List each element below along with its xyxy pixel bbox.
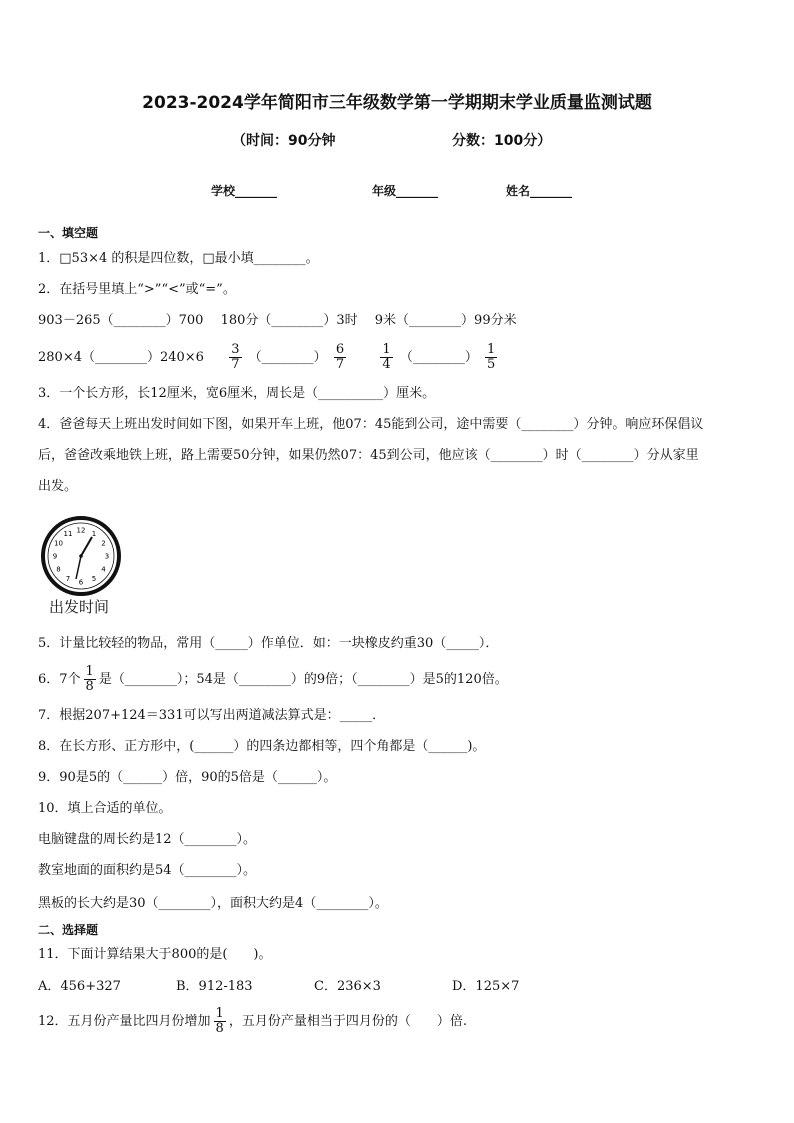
question-2: 2．在括号里填上“>”“<”或“=”。 bbox=[38, 282, 236, 297]
exam-time: （时间：90分钟 bbox=[232, 133, 336, 149]
compare-c: （________） bbox=[399, 350, 478, 365]
question-2-row-1: 903－265（________）700 180分（________）3时 9米（________）99分米 bbox=[38, 313, 517, 328]
school-field: 学校_______ bbox=[211, 184, 278, 198]
clock-numeral: 1 bbox=[91, 530, 97, 538]
fraction-1-8: $\frac{1}{8}$ bbox=[85, 664, 94, 694]
fraction-1-5: $\frac{1}{5}$ bbox=[486, 342, 496, 372]
compare-a: 280×4（________）240×6 bbox=[38, 350, 204, 365]
question-7: 7．根据207+124＝331可以写出两道减法算式是：_____． bbox=[38, 708, 386, 723]
question-3: 3．一个长方形，长12厘米，宽6厘米，周长是（__________）厘米。 bbox=[38, 386, 436, 401]
page-title: 2023-2024学年简阳市三年级数学第一学期期末学业质量监测试题 bbox=[142, 93, 652, 113]
fraction-3-7: $\frac{3}{7}$ bbox=[231, 342, 240, 372]
grade-field: 年级_______ bbox=[372, 184, 439, 198]
clock-numeral: 2 bbox=[101, 539, 106, 548]
question-4-line-3: 出发。 bbox=[38, 479, 78, 494]
fraction-1-8-b: $\frac{1}{8}$ bbox=[215, 1006, 224, 1036]
clock-numeral: 3 bbox=[104, 552, 110, 561]
question-11: 11．下面计算结果大于800的是( )。 bbox=[38, 947, 272, 962]
exam-score: 分数：100分） bbox=[452, 133, 552, 149]
clock-numeral: 7 bbox=[65, 575, 71, 583]
question-10-c: 黑板的长大约是30（________），面积大约是4（________）。 bbox=[38, 896, 388, 911]
clock-numeral: 9 bbox=[52, 552, 58, 561]
section-choice-heading: 二、选择题 bbox=[38, 923, 99, 937]
question-8: 8．在长方形、正方形中，(______）的四条边都相等，四个角都是（______)。 bbox=[38, 739, 486, 754]
option-a: A．456+327 bbox=[38, 979, 121, 994]
clock-label: 出发时间 bbox=[49, 598, 110, 616]
clock-numeral: 12 bbox=[76, 526, 86, 535]
question-9: 9．90是5的（______）倍，90的5倍是（______）。 bbox=[38, 770, 337, 785]
question-6: 6．7个 $\frac{1}{8}$ 是（________）；54是（________）的9倍；（________）是5的120倍。 bbox=[38, 664, 508, 694]
question-4-line-1: 4．爸爸每天上班出发时间如下图，如果开车上班，他07：45能到公司，途中需要（________）分钟。响应环保倡议 bbox=[38, 417, 704, 432]
option-b: B．912-183 bbox=[176, 979, 253, 994]
question-5: 5．计量比较轻的物品，常用（_____）作单位．如：一块橡皮约重30（_____）． bbox=[38, 636, 499, 651]
question-10-a: 电脑键盘的周长约是12（________）。 bbox=[38, 832, 257, 847]
section-fill-heading: 一、填空题 bbox=[38, 226, 99, 240]
departure-clock bbox=[40, 515, 122, 597]
question-10: 10．填上合适的单位。 bbox=[38, 801, 172, 816]
clock-numeral: 8 bbox=[56, 565, 61, 574]
clock-center bbox=[79, 554, 83, 558]
fraction-6-7: $\frac{6}{7}$ bbox=[335, 342, 345, 372]
fraction-1-4: $\frac{1}{4}$ bbox=[382, 342, 391, 372]
clock-numeral: 10 bbox=[54, 539, 63, 548]
option-c: C．236×3 bbox=[314, 979, 381, 994]
question-4-line-2: 后，爸爸改乘地铁上班，路上需要50分钟，如果仍然07：45到公司，他应该（________）时（________）分从家里 bbox=[38, 448, 699, 463]
question-1: 1．□53×4 的积是四位数，□最小填________。 bbox=[38, 251, 319, 266]
name-field: 姓名_______ bbox=[506, 184, 573, 198]
question-2-row-2 bbox=[38, 338, 500, 378]
question-12: 12．五月份产量比四月份增加 $\frac{1}{8}$ ，五月份产量相当于四月份的（ ）倍. bbox=[38, 1006, 467, 1036]
option-d: D．125×7 bbox=[452, 979, 520, 994]
clock-numeral: 5 bbox=[91, 575, 97, 583]
question-10-b: 教室地面的面积约是54（________）。 bbox=[38, 863, 257, 878]
clock-numeral: 6 bbox=[78, 578, 84, 587]
clock-numeral: 11 bbox=[63, 530, 73, 538]
compare-b: （________） bbox=[248, 350, 327, 365]
clock-numeral: 4 bbox=[101, 565, 106, 574]
